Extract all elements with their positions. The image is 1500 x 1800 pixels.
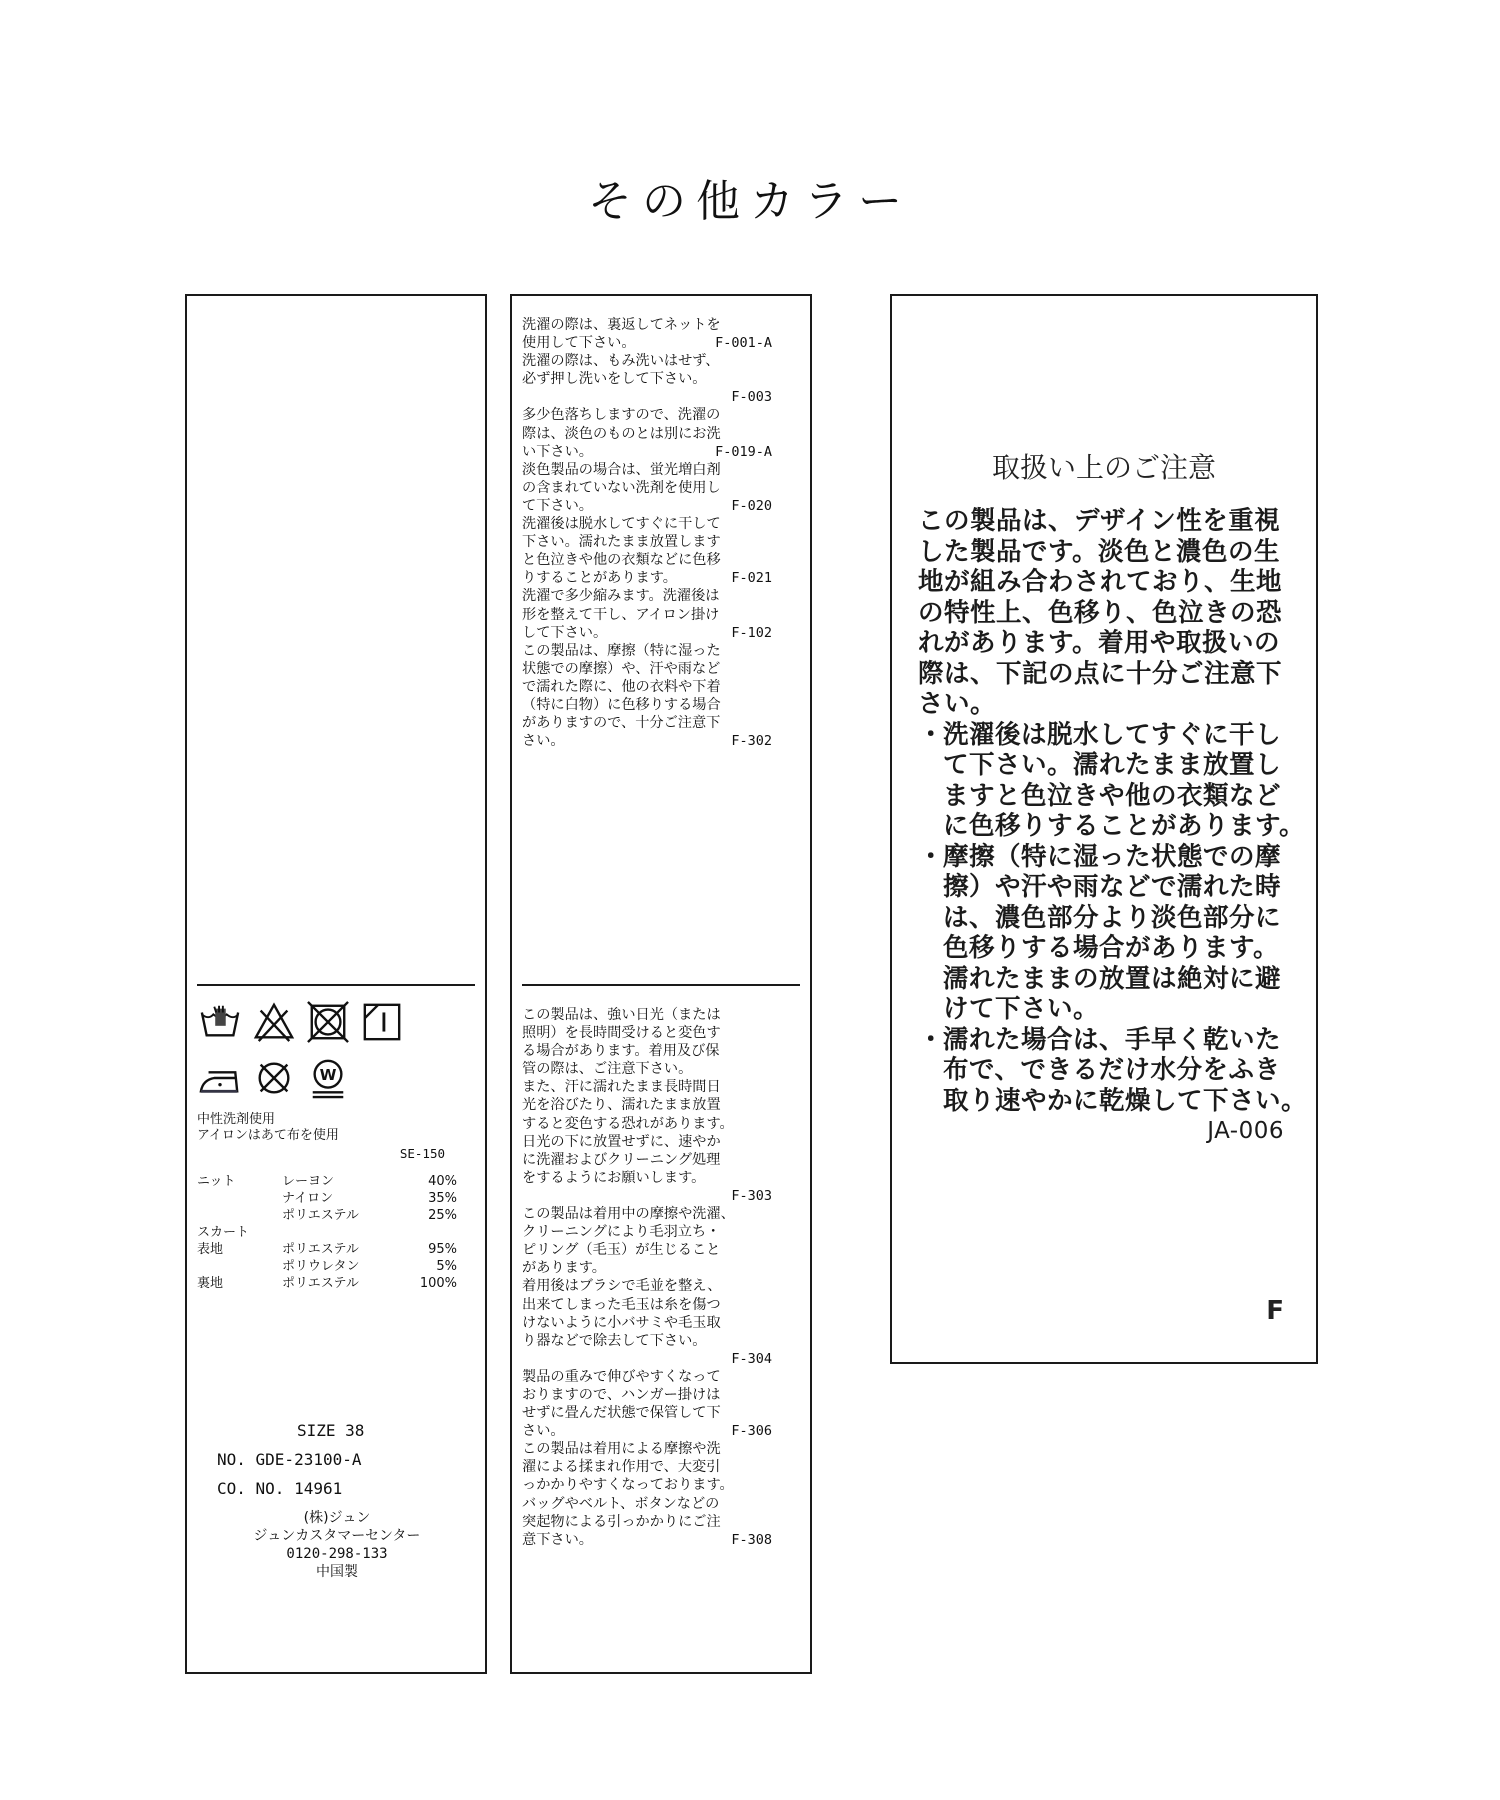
instruction-line: さい。 F-302 — [522, 733, 772, 750]
instruction-line: クリーニングにより毛羽立ち・ — [522, 1224, 721, 1241]
composition-fiber: ポリエステル — [282, 1242, 359, 1257]
composition-fiber: レーヨン — [282, 1174, 335, 1189]
instruction-line: 出来てしまった毛玉は糸を傷つ — [522, 1296, 721, 1313]
instruction-line: 状態での摩擦）や、汗や雨など — [522, 660, 721, 677]
instruction-code: F-304 — [731, 1350, 772, 1367]
composition-fiber: ナイロン — [282, 1191, 334, 1206]
caution-line: 地が組み合わされており、生地 — [918, 567, 1283, 597]
care-instructions-lower — [522, 1006, 772, 1549]
composition-percent: 5% — [436, 1259, 457, 1274]
bullet-icon — [918, 933, 943, 964]
caution-line: れがあります。着用や取扱いの — [918, 628, 1280, 658]
instruction-line: 洗濯の際は、裏返してネットを — [522, 317, 721, 333]
caution-bullet-line: 色移りする場合があります。 — [918, 933, 1308, 964]
instruction-code: F-302 — [731, 733, 772, 750]
instruction-line: 下さい。濡れたまま放置します — [522, 534, 721, 551]
svg-text:W: W — [319, 1065, 337, 1084]
composition-percent: 25% — [428, 1208, 457, 1223]
caution-bullet-line: 濡れたままの放置は絶対に避 — [918, 964, 1308, 995]
instruction-line: （特に白物）に色移りする場合 — [522, 696, 721, 713]
care-symbols — [199, 1001, 459, 1113]
instruction-line: おりますので、ハンガー掛けは — [522, 1386, 721, 1403]
instruction-line: 必ず押し洗いをして下さい。 — [522, 371, 707, 388]
instruction-code: F-021 — [731, 570, 772, 587]
instruction-block — [522, 1440, 772, 1549]
bullet-icon — [918, 811, 943, 842]
divider — [197, 984, 475, 986]
caution-bullet-line: て下さい。濡れたまま放置し — [918, 750, 1308, 781]
composition-row — [197, 1190, 467, 1207]
instruction-block — [522, 587, 772, 641]
instruction-line: 意下さい。 F-308 — [522, 1531, 772, 1548]
composition-part — [197, 1258, 282, 1275]
iron-low-icon — [199, 1057, 241, 1099]
caution-bullet-line: 布で、できるだけ水分をふき — [918, 1055, 1308, 1086]
instruction-block — [522, 642, 772, 751]
caution-bullet-line: ますと色泣きや他の衣類など — [918, 781, 1308, 812]
handling-caution-label — [890, 294, 1318, 1364]
composition-percent: 95% — [428, 1242, 457, 1257]
hand-wash-icon — [199, 1001, 241, 1043]
instruction-line: い下さい。 F-019-A — [522, 443, 772, 460]
bullet-icon — [918, 903, 943, 934]
caution-line: 際は、下記の点に十分ご注意下 — [918, 658, 1283, 689]
composition-percent — [407, 1224, 457, 1241]
page-title: その他カラー — [588, 176, 912, 227]
instruction-line: がありますので、十分ご注意下 — [522, 715, 721, 732]
no-tumble-dry-icon — [307, 1001, 349, 1043]
care-instructions-upper — [522, 316, 772, 750]
instruction-line: 光を浴びたり、濡れたまま放置 — [522, 1097, 721, 1114]
instruction-line: この製品は着用による摩擦や洗 — [522, 1441, 721, 1458]
caution-bullet-line: けて下さい。 — [918, 994, 1308, 1025]
care-note: 中性洗剤使用 — [197, 1112, 276, 1127]
instruction-line: をするようにお願いします。 — [522, 1169, 706, 1186]
instruction-line: 製品の重みで伸びやすくなって — [522, 1368, 721, 1385]
instruction-line: りすることがあります。 F-021 — [522, 570, 772, 587]
product-number: NO. GDE-23100-A — [217, 1450, 362, 1469]
instruction-line: 淡色製品の場合は、蛍光増白剤 — [522, 461, 721, 478]
bullet-icon — [918, 994, 943, 1025]
instruction-line: っかかりやすくなっております。 — [522, 1477, 734, 1494]
caution-line: した製品です。淡色と濃色の生 — [918, 536, 1280, 567]
caution-line: の特性上、色移り、色泣きの恐 — [918, 597, 1283, 628]
instruction-line: で濡れた際に、他の衣料や下着 — [522, 678, 721, 695]
instruction-line: 濯による揉まれ作用で、大変引 — [522, 1459, 721, 1476]
bullet-icon: ・ — [918, 719, 945, 750]
instruction-line: 突起物による引っかかりにご注 — [522, 1513, 721, 1530]
phone-number: 0120-298-133 — [286, 1546, 388, 1562]
instruction-line: に洗濯およびクリーニング処理 — [522, 1151, 721, 1168]
instruction-line: この製品は、摩擦（特に湿った — [522, 642, 721, 659]
bullet-icon: ・ — [918, 841, 945, 872]
composition-row — [197, 1173, 467, 1190]
composition-fiber: ポリウレタン — [282, 1259, 360, 1274]
instruction-block — [522, 461, 772, 515]
instruction-block — [522, 406, 772, 460]
divider — [522, 984, 800, 986]
composition-percent: 40% — [428, 1174, 457, 1189]
maker-info — [187, 1509, 487, 1581]
instruction-line: 日光の下に放置せずに、速やか — [522, 1133, 721, 1150]
instruction-line: て下さい。 F-020 — [522, 497, 772, 514]
caution-line: さい。 — [918, 689, 997, 719]
instruction-code: F-003 — [731, 389, 772, 406]
co-number: CO. NO. 14961 — [217, 1479, 343, 1498]
instruction-code: F-001-A — [715, 335, 772, 352]
instruction-line: この製品は着用中の摩擦や洗濯、 — [522, 1206, 735, 1223]
composition-part: ニット — [197, 1174, 236, 1189]
composition-row — [197, 1207, 467, 1224]
instruction-line: 着用後はブラシで毛並を整え、 — [522, 1278, 722, 1295]
caution-body — [918, 506, 1308, 1147]
bullet-icon — [918, 872, 943, 903]
instruction-line: この製品は、強い日光（または — [522, 1007, 721, 1023]
instruction-code: F-102 — [731, 624, 772, 641]
instruction-code: F-308 — [731, 1531, 772, 1548]
composition-fiber: ポリエステル — [282, 1276, 359, 1291]
composition-table — [197, 1173, 467, 1292]
country-of-origin: 中国製 — [316, 1564, 358, 1580]
care-label-left — [185, 294, 487, 1674]
instruction-line: 際は、淡色のものとは別にお洗 — [522, 425, 721, 442]
bullet-icon — [918, 1086, 943, 1117]
bullet-icon — [918, 964, 943, 995]
instruction-code: F-303 — [731, 1187, 772, 1204]
composition-row — [197, 1258, 467, 1275]
composition-part: 裏地 — [197, 1276, 224, 1291]
bullet-icon — [918, 1055, 943, 1086]
instruction-code: F-019-A — [715, 443, 772, 460]
instruction-line: すると変色する恐れがあります。 — [522, 1115, 734, 1132]
caution-line: この製品は、デザイン性を重視 — [918, 506, 1281, 536]
instruction-line: があります。 — [522, 1260, 606, 1277]
customer-center: ジュンカスタマーセンター — [253, 1528, 421, 1544]
caution-bullet-line: に色移りすることがあります。 — [918, 811, 1308, 842]
wet-clean-gentle-icon — [307, 1057, 349, 1099]
instruction-line: して下さい。 F-102 — [522, 624, 772, 641]
composition-row — [197, 1275, 467, 1292]
instruction-line: り器などで除去して下さい。 — [522, 1332, 707, 1349]
care-note: アイロンはあて布を使用 — [197, 1128, 339, 1143]
composition-fiber: ポリエステル — [282, 1208, 359, 1223]
instruction-line: の含まれていない洗剤を使用し — [522, 479, 721, 496]
company-name: (株)ジュン — [303, 1510, 371, 1526]
instruction-block — [522, 352, 772, 406]
caution-bullet-line: 取り速やかに乾燥して下さい。 — [918, 1086, 1308, 1117]
composition-part — [197, 1207, 282, 1224]
composition-row — [197, 1224, 467, 1241]
composition-part: 表地 — [197, 1242, 224, 1257]
instruction-block — [522, 1006, 772, 1205]
no-dry-clean-icon — [253, 1057, 295, 1099]
instruction-line: 洗濯の際は、もみ洗いはせず、 — [522, 353, 720, 370]
caution-bullet-line: 擦）や汗や雨などで濡れた時 — [918, 872, 1308, 903]
size-letter: F — [1266, 1296, 1284, 1326]
instruction-line: けないように小バサミや毛玉取 — [522, 1314, 721, 1331]
no-bleach-icon — [253, 1001, 295, 1043]
caution-bullet-line: ・ 洗濯後は脱水してすぐに干し — [918, 719, 1282, 750]
instruction-line: 形を整えて干し、アイロン掛け — [522, 606, 720, 623]
instruction-line: る場合があります。着用及び保 — [522, 1043, 720, 1060]
instruction-line: せずに畳んだ状態で保管して下 — [522, 1405, 721, 1422]
composition-percent: 35% — [428, 1191, 457, 1206]
instruction-line: また、汗に濡れたまま長時間日 — [522, 1079, 721, 1096]
bullet-icon — [918, 750, 943, 781]
instruction-line: 洗濯後は脱水してすぐに干して — [522, 516, 721, 533]
instruction-line: バッグやベルト、ボタンなどの — [522, 1495, 720, 1512]
line-dry-shade-icon — [361, 1001, 403, 1043]
instruction-code: F-020 — [731, 497, 772, 514]
instruction-block — [522, 515, 772, 587]
care-label-middle — [510, 294, 812, 1674]
caution-heading: 取扱い上のご注意 — [991, 451, 1216, 484]
caution-bullet-line: は、濃色部分より淡色部分に — [918, 903, 1308, 934]
composition-part: スカート — [197, 1225, 250, 1240]
bullet-icon: ・ — [918, 1024, 945, 1055]
care-code: SE-150 — [399, 1146, 445, 1161]
caution-bullet-line: ・ 摩擦（特に湿った状態での摩 — [918, 841, 1282, 872]
composition-fiber — [282, 1224, 407, 1241]
size-label: SIZE 38 — [297, 1421, 365, 1440]
instruction-block — [522, 316, 772, 352]
composition-row — [197, 1241, 467, 1258]
instruction-line: 管の際は、ご注意下さい。 — [522, 1061, 693, 1078]
instruction-line: 使用して下さい。 F-001-A — [522, 335, 772, 352]
instruction-line: 洗濯で多少縮みます。洗濯後は — [522, 588, 720, 605]
instruction-block — [522, 1368, 772, 1440]
caution-bullet-line: ・ 濡れた場合は、手早く乾いた — [918, 1024, 1282, 1055]
caution-code: JA-006 — [1207, 1118, 1284, 1144]
bullet-icon — [918, 781, 943, 812]
instruction-line: 照明）を長時間受けると変色す — [522, 1025, 721, 1042]
composition-percent: 100% — [419, 1276, 457, 1291]
instruction-block — [522, 1205, 772, 1368]
composition-part — [197, 1190, 282, 1207]
instruction-line: ピリング（毛玉）が生じること — [522, 1242, 721, 1259]
care-notes — [197, 1112, 339, 1144]
instruction-line: と色泣きや他の衣類などに色移 — [522, 552, 721, 569]
instruction-line: さい。 F-306 — [522, 1423, 772, 1440]
instruction-code: F-306 — [731, 1423, 772, 1440]
instruction-line: 多少色落ちしますので、洗濯の — [522, 407, 721, 424]
